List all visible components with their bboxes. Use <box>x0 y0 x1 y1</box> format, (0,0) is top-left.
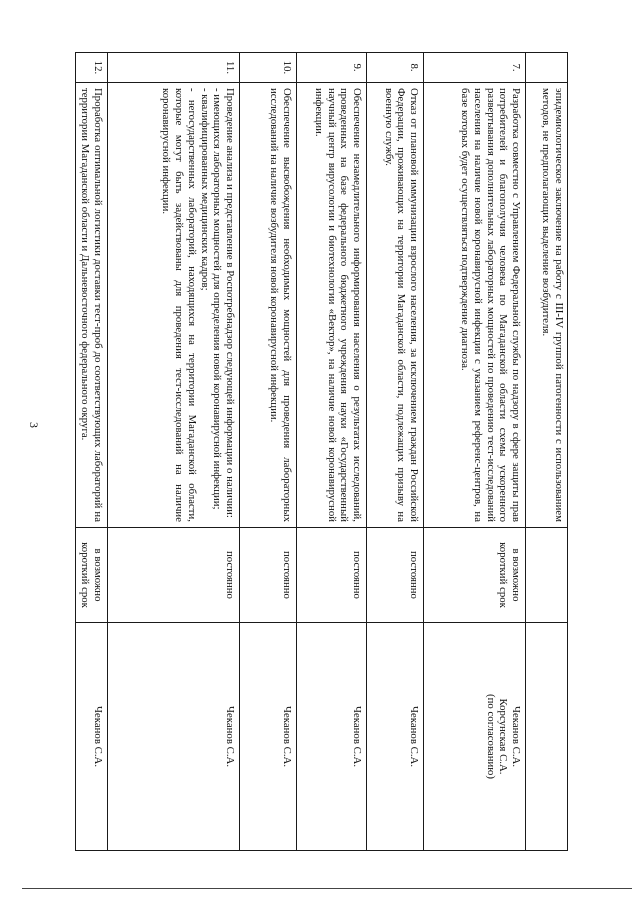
measure-description <box>108 83 240 528</box>
deadline-cell: постоянно <box>108 528 240 623</box>
deadline-cell: постоянно <box>367 528 424 623</box>
list-item: - имеющихся лабораторных мощностей для определения новой коронавирусной инфекции; <box>211 88 224 510</box>
measure-description: Отказ от плановой иммунизации взрослого населения, за исключением граждан Российской Федерации, проживающих на территории Магаданской области, подлежащих призыву на военную службу. <box>367 83 424 528</box>
measure-description: Разработка совместно с Управлением Федеральной службы по надзору в сфере защиты прав потребителей и благополучия человека по Магаданской области схемы ускоренного развертывания дополнительных лабораторных мощностей по проведению тест-исследований населения на наличие новой коронавирусной инфекции с указанием референс-центров, на базе которых будет осуществляться подтверждение диагноза. <box>424 83 526 528</box>
measure-description: Обеспечение незамедлительного информирования населения о результатах исследований, проведенных на базе федерального бюджетного учреждения науки «Государственный научный центр вирусологии и биотехнологии «Вектор», на наличие новой коронавирусной инфекции. <box>297 83 367 528</box>
measure-items <box>160 88 224 522</box>
table-row <box>75 53 107 851</box>
table-row <box>526 53 568 851</box>
row-number: 8. <box>367 53 424 83</box>
responsible-person: Чеканов С.А. <box>224 705 236 768</box>
table-row <box>367 53 424 851</box>
page-number: 3 <box>27 422 42 428</box>
responsible-person: Чеканов С.А. <box>351 705 363 768</box>
responsible-person: Чеканов С.А. <box>92 705 104 768</box>
responsible-cell <box>75 623 107 851</box>
row-number: 11. <box>108 53 240 83</box>
responsible-cell <box>240 623 297 851</box>
responsible-person: Чеканов С.А. <box>281 705 293 768</box>
list-item: - негосударственных лабораторий, находящихся на территории Магаданской области, которые могут быть задействованы для проведения тест-исследований на наличие коронавирусной инфекции. <box>160 88 198 522</box>
responsible-cell <box>526 623 568 851</box>
row-number <box>526 53 568 83</box>
responsible-cell <box>108 623 240 851</box>
table-row <box>297 53 367 851</box>
row-number: 7. <box>424 53 526 83</box>
responsible-cell <box>297 623 367 851</box>
responsible-person: Чеканов С.А. <box>510 705 522 768</box>
row-number: 9. <box>297 53 367 83</box>
deadline-cell: постоянно <box>240 528 297 623</box>
table-row <box>424 53 526 851</box>
table-row <box>108 53 240 851</box>
measure-description: Обеспечение высвобождения необходимых мощностей для проведения лабораторных исследований на наличие возбудителя новой коронавирусной инфекции. <box>240 83 297 528</box>
measure-description: эпидемиологическое заключение на работу с III-IV группой патогенности с использованием методов, не предполагающих выделение возбудителя. <box>526 83 568 528</box>
page-edge-divider <box>22 888 632 889</box>
deadline-cell: в возможно короткий срок <box>424 528 526 623</box>
responsible-cell <box>367 623 424 851</box>
responsible-person: Чеканов С.А. <box>408 705 420 768</box>
row-number: 10. <box>240 53 297 83</box>
responsible-person: Корсунская С.А. <box>497 698 510 775</box>
deadline-cell: постоянно <box>297 528 367 623</box>
responsible-note: (по согласованию) <box>484 694 497 779</box>
table-row <box>240 53 297 851</box>
measure-intro: Проведение анализа и представление в Роспотребнадзор следующей информации о наличии: <box>224 88 236 518</box>
deadline-cell <box>526 528 568 623</box>
measure-description: Проработка оптимальной логистики доставки тест-проб до соответствующих лабораторий на территории Магаданской области и Дальневосточного федерального округа. <box>75 83 107 528</box>
row-number: 12. <box>75 53 107 83</box>
responsible-cell <box>424 623 526 851</box>
list-item: - квалифицированных медицинских кадров; <box>198 88 211 291</box>
deadline-cell: в возможно короткий срок <box>75 528 107 623</box>
measures-table <box>78 52 568 850</box>
